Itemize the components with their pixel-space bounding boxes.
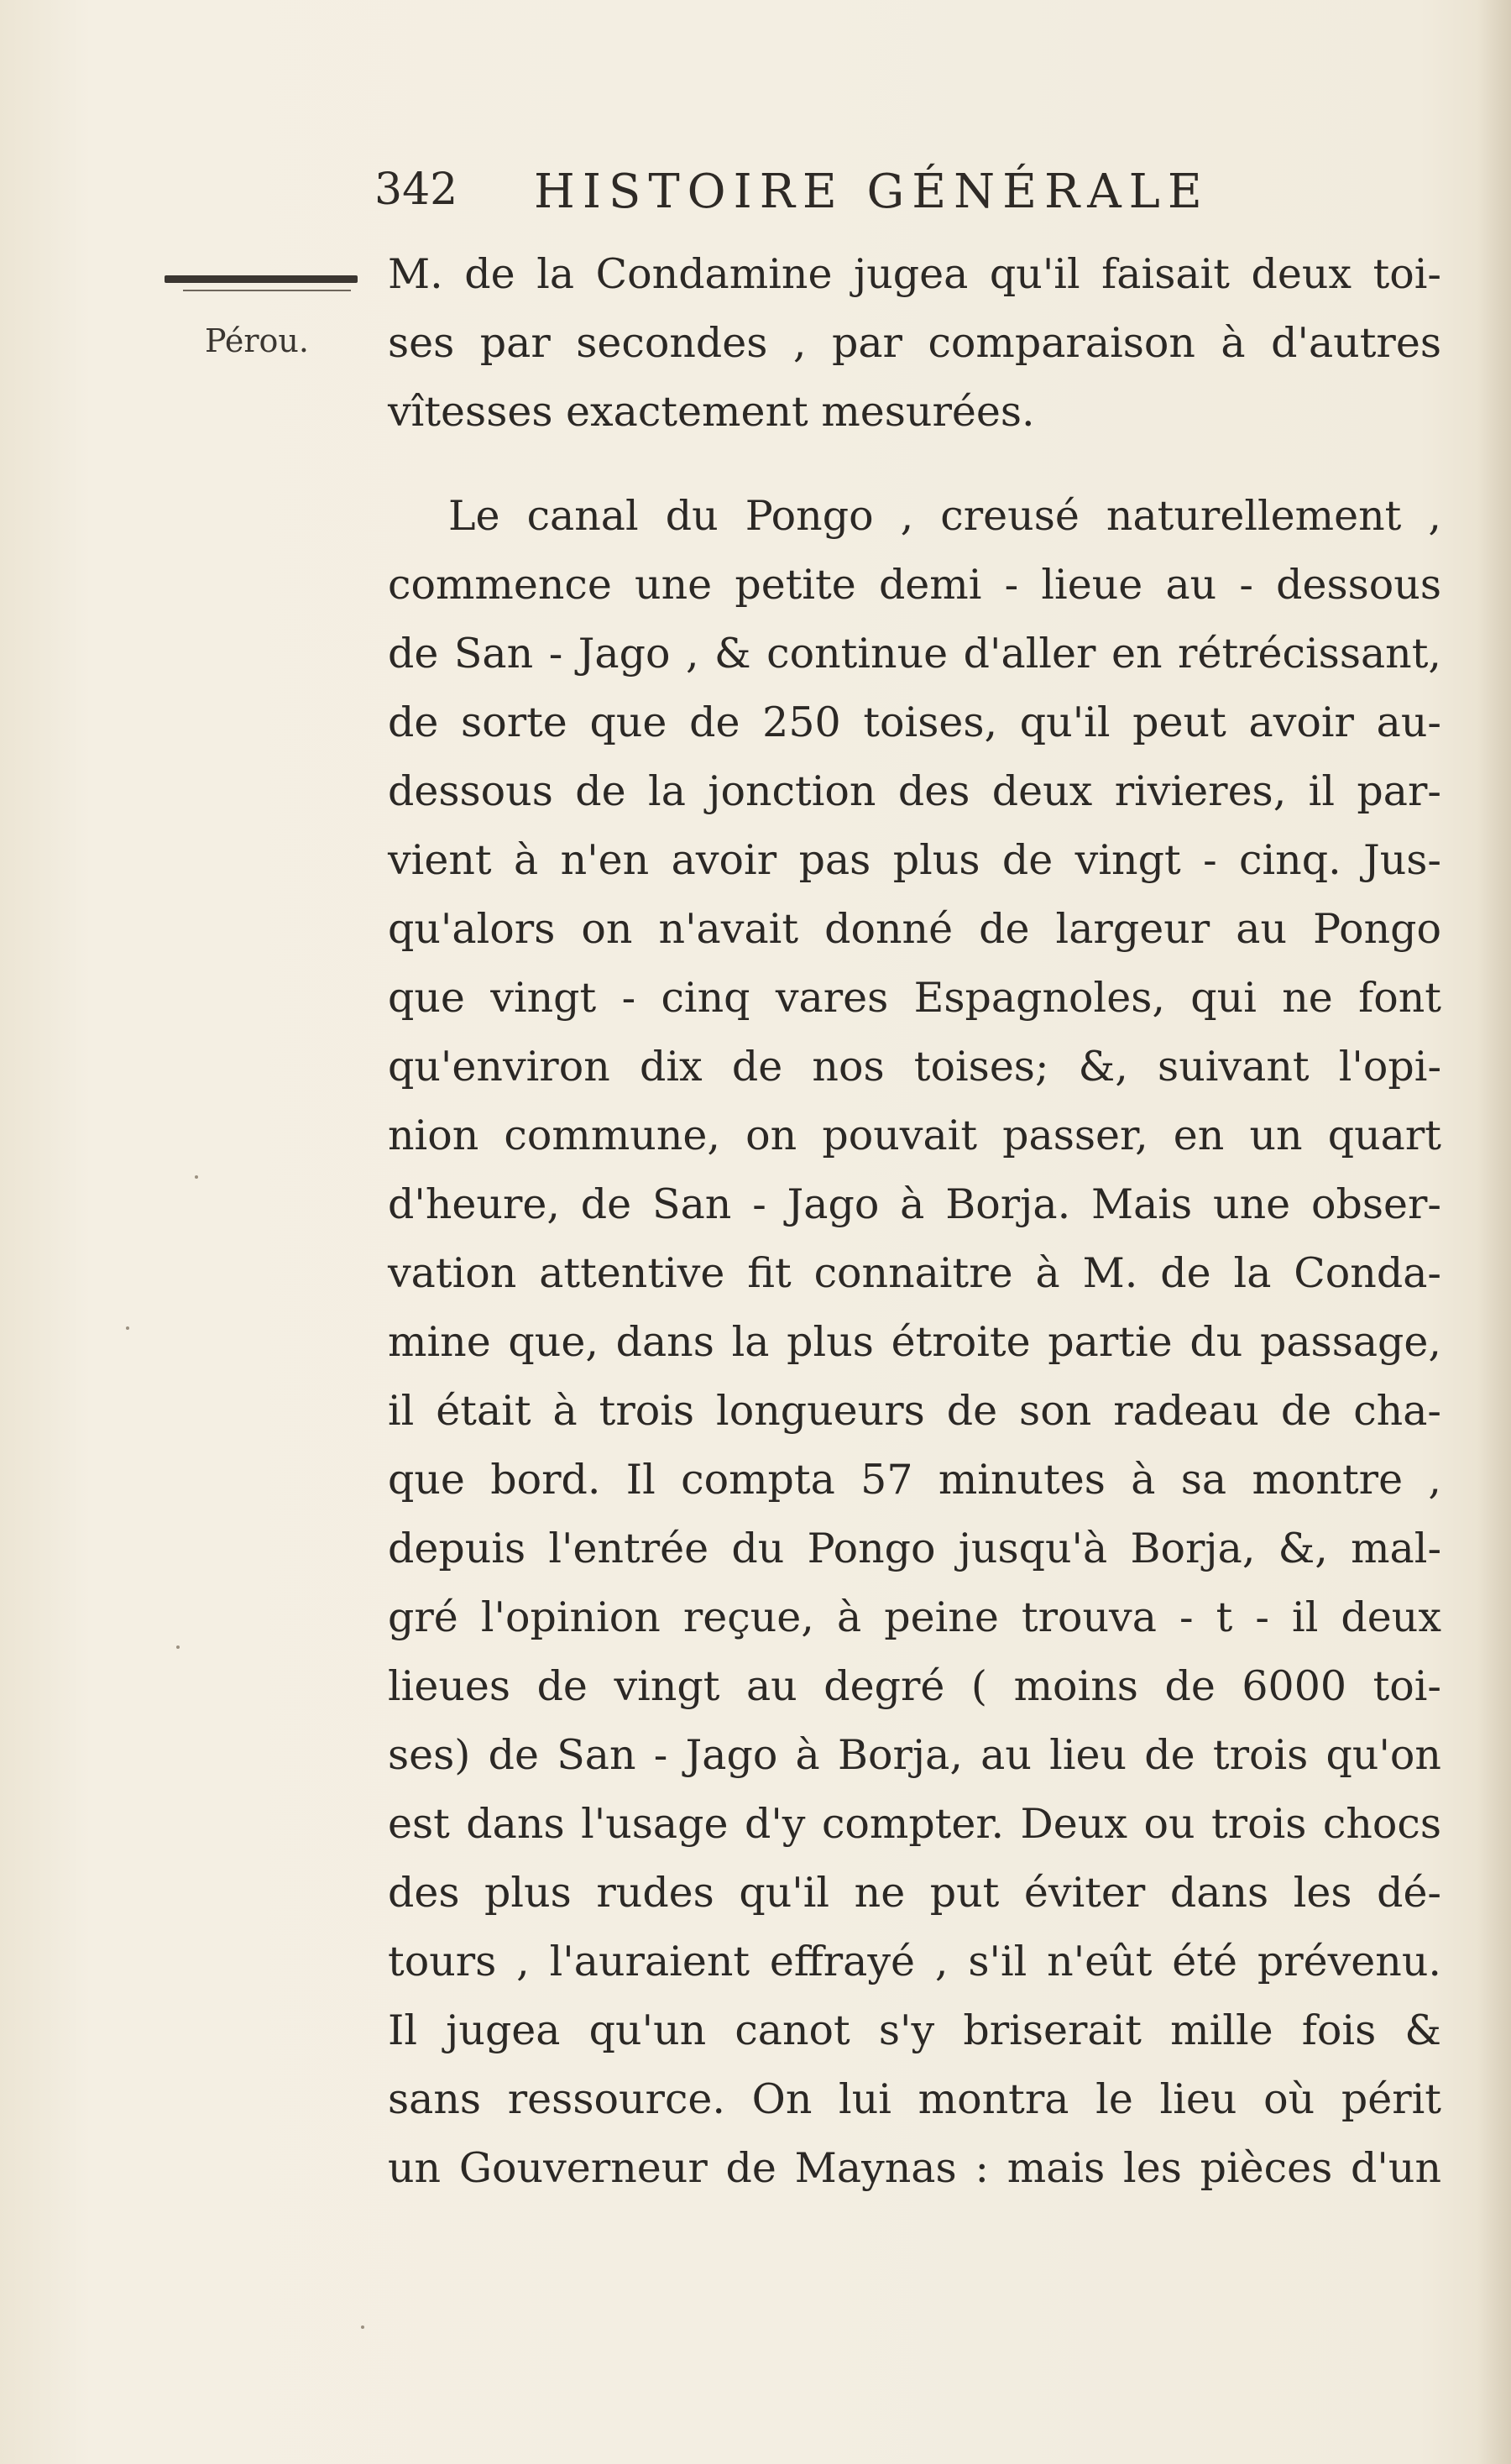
text-line: commence une petite demi - lieue au - dessous	[388, 561, 1441, 609]
text-line: de San - Jago , & continue d'aller en rétrécissant,	[388, 630, 1441, 677]
running-head: HISTOIRE GÉNÉRALE	[534, 165, 1210, 219]
text-line: vîtesses exactement mesurées.	[388, 388, 1035, 436]
text-line: sans ressource. On lui montra le lieu où périt	[388, 2075, 1441, 2123]
paper-speck	[361, 2325, 364, 2329]
text-line: que bord. Il compta 57 minutes à sa montre ,	[388, 1456, 1441, 1504]
page-number: 342	[374, 165, 458, 215]
text-line: de sorte que de 250 toises, qu'il peut avoir au-	[388, 698, 1441, 746]
text-line: depuis l'entrée du Pongo jusqu'à Borja, &, mal-	[388, 1525, 1441, 1572]
text-line: tours , l'auraient effrayé , s'il n'eût été prévenu.	[388, 1938, 1441, 1985]
text-line: lieues de vingt au degré ( moins de 6000 toi-	[388, 1662, 1441, 1710]
text-line: ses) de San - Jago à Borja, au lieu de trois qu'on	[388, 1731, 1441, 1779]
text-line: Le canal du Pongo , creusé naturellement ,	[448, 492, 1441, 540]
text-line: dessous de la jonction des deux rivieres, il par-	[388, 767, 1441, 815]
text-line: M. de la Condamine jugea qu'il faisait deux toi-	[388, 250, 1441, 298]
text-line: qu'environ dix de nos toises; &, suivant l'opi-	[388, 1043, 1441, 1091]
text-line: ses par secondes , par comparaison à d'autres	[388, 319, 1441, 367]
page-edge-shadow	[1477, 0, 1511, 2464]
paper-speck	[126, 1326, 129, 1330]
text-line: d'heure, de San - Jago à Borja. Mais une obser-	[388, 1180, 1441, 1228]
text-line: est dans l'usage d'y compter. Deux ou trois chocs	[388, 1800, 1441, 1848]
paragraph-1	[388, 240, 1441, 447]
text-line: des plus rudes qu'il ne put éviter dans les dé-	[388, 1869, 1441, 1917]
margin-rule-thin	[183, 290, 351, 291]
paper-speck	[176, 1645, 180, 1649]
text-line: qu'alors on n'avait donné de largeur au Pongo	[388, 905, 1441, 953]
text-line: vation attentive fit connaitre à M. de la Conda-	[388, 1249, 1441, 1297]
text-line: que vingt - cinq vares Espagnoles, qui ne font	[388, 974, 1441, 1022]
text-line: il était à trois longueurs de son radeau de cha-	[388, 1387, 1441, 1435]
paper-speck	[195, 1175, 198, 1179]
text-line: vient à n'en avoir pas plus de vingt - cinq. Jus-	[388, 836, 1441, 884]
paragraph-2	[388, 482, 1441, 2203]
text-line: un Gouverneur de Maynas : mais les pièces d'un	[388, 2144, 1441, 2192]
text-line: nion commune, on pouvait passer, en un quart	[388, 1112, 1441, 1159]
text-line: gré l'opinion reçue, à peine trouva - t - il deux	[388, 1593, 1441, 1641]
paragraph-gap	[388, 447, 1441, 482]
text-line: mine que, dans la plus étroite partie du passage,	[388, 1318, 1441, 1366]
margin-rule	[165, 275, 358, 283]
margin-note: Pérou.	[205, 322, 309, 359]
body-text	[388, 240, 1441, 2203]
text-line: Il jugea qu'un canot s'y briserait mille fois &	[388, 2006, 1441, 2054]
page-header	[374, 165, 1474, 223]
